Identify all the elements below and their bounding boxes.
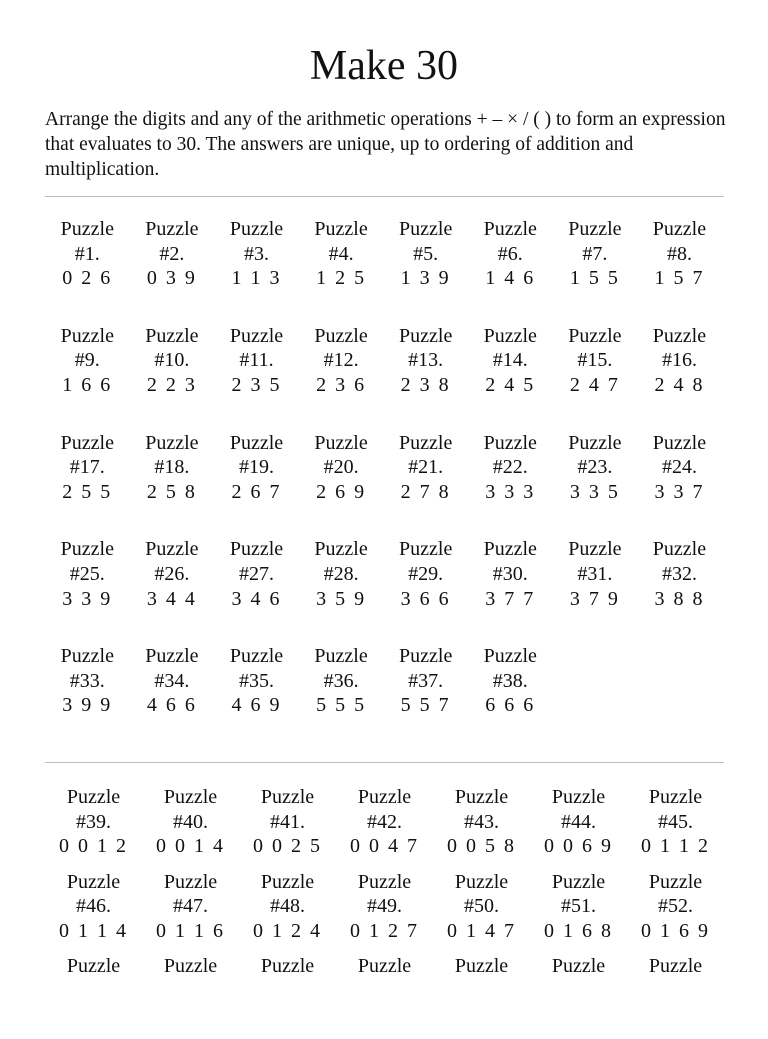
puzzle-digits: 0 2 6 [62, 267, 113, 290]
puzzle-digits: 1 3 9 [400, 267, 451, 290]
puzzle-label: Puzzle [551, 786, 606, 808]
puzzle-number: #40. [173, 810, 208, 833]
puzzle-number: #21. [408, 456, 444, 479]
puzzle-digits: 2 2 3 [146, 373, 197, 396]
puzzle-label: Puzzle [454, 870, 509, 893]
puzzle-digits: 2 5 8 [146, 480, 197, 503]
puzzle-item [336, 785, 433, 870]
puzzle-item [627, 870, 724, 955]
puzzle-number: #34. [154, 669, 190, 692]
puzzle-label: Puzzle [145, 538, 199, 561]
puzzle-label: Puzzle [454, 786, 509, 808]
puzzle-digits: 1 2 5 [316, 267, 367, 290]
puzzle-label: Puzzle [314, 324, 368, 347]
puzzle-digits: 1 5 5 [569, 267, 620, 290]
puzzle-label: Puzzle [648, 955, 703, 978]
page-title: Make 30 [309, 43, 459, 89]
puzzle-label: Puzzle [314, 645, 368, 668]
puzzle-label: Puzzle [145, 218, 199, 240]
puzzle-digits: 0 1 6 8 [544, 919, 613, 942]
puzzle-item [45, 785, 142, 870]
puzzle-number: #5. [413, 242, 439, 265]
puzzle-digits: 0 0 6 9 [544, 835, 613, 858]
puzzle-number: #12. [323, 349, 359, 372]
puzzle-label: Puzzle [229, 538, 284, 561]
puzzle-digits: 0 1 6 9 [641, 919, 710, 942]
puzzle-number: #11. [239, 349, 274, 372]
puzzle-item [433, 954, 530, 1039]
puzzle-digits: 5 5 7 [400, 694, 451, 717]
puzzle-number: #51. [561, 895, 596, 918]
puzzle-label: Puzzle [66, 786, 121, 808]
puzzle-digits: 0 1 1 6 [156, 919, 225, 942]
puzzle-digits: 3 4 4 [146, 587, 197, 610]
puzzle-digits: 3 3 5 [569, 480, 620, 503]
puzzle-number: #33. [69, 669, 105, 692]
section-divider-middle [45, 762, 724, 763]
puzzle-digits: 3 3 7 [654, 480, 705, 503]
puzzle-digits: 3 5 9 [316, 587, 367, 610]
puzzle-digits: 3 4 6 [231, 587, 282, 610]
puzzle-digits: 3 8 8 [654, 587, 705, 610]
puzzle-label: Puzzle [145, 324, 199, 347]
section-divider-top [45, 196, 724, 197]
puzzle-item [45, 324, 130, 431]
puzzle-item [239, 954, 336, 1039]
puzzle-item [530, 954, 627, 1039]
puzzle-item [637, 537, 722, 644]
puzzle-label: Puzzle [483, 218, 537, 240]
puzzle-label: Puzzle [60, 538, 114, 561]
puzzle-label: Puzzle [568, 324, 622, 347]
puzzle-item [239, 870, 336, 955]
puzzle-item [214, 644, 299, 751]
puzzle-digits: 0 0 1 2 [59, 835, 128, 858]
puzzle-number: #22. [492, 456, 528, 479]
puzzle-label: Puzzle [229, 218, 284, 240]
puzzle-number: #9. [74, 349, 100, 372]
puzzle-number: #28. [323, 562, 359, 585]
puzzle-item [336, 870, 433, 955]
puzzle-label: Puzzle [652, 431, 707, 454]
puzzle-item [530, 785, 627, 870]
puzzle-label: Puzzle [60, 324, 114, 347]
puzzle-number: #18. [154, 456, 190, 479]
puzzle-label: Puzzle [229, 645, 284, 668]
puzzle-label: Puzzle [568, 538, 622, 561]
puzzle-digits: 5 5 5 [316, 694, 367, 717]
puzzle-item [299, 217, 384, 324]
puzzle-label: Puzzle [399, 431, 453, 454]
puzzle-item [214, 324, 299, 431]
puzzle-item [299, 644, 384, 751]
puzzle-label: Puzzle [652, 324, 707, 347]
puzzle-item [553, 217, 638, 324]
puzzle-digits: 0 0 5 8 [447, 835, 516, 858]
puzzle-item [130, 644, 215, 751]
puzzle-item [130, 217, 215, 324]
puzzle-label: Puzzle [357, 955, 412, 978]
puzzle-item [468, 324, 553, 431]
puzzle-digits: 1 6 6 [62, 373, 113, 396]
puzzle-number: #47. [173, 895, 208, 918]
puzzle-label: Puzzle [357, 786, 412, 808]
puzzle-digits: 0 3 9 [146, 267, 197, 290]
puzzle-label: Puzzle [60, 218, 114, 240]
puzzle-item [637, 217, 722, 324]
puzzle-number: #10. [154, 349, 190, 372]
puzzle-number: #17. [69, 456, 105, 479]
puzzle-item [433, 785, 530, 870]
puzzle-number: #43. [464, 810, 499, 833]
puzzle-item [130, 431, 215, 538]
puzzle-digits: 0 0 2 5 [253, 835, 322, 858]
puzzle-number: #1. [74, 242, 100, 265]
puzzle-number: #49. [367, 895, 402, 918]
puzzle-label: Puzzle [314, 431, 368, 454]
puzzle-item [299, 537, 384, 644]
puzzle-number: #29. [408, 562, 444, 585]
puzzle-number: #24. [661, 456, 697, 479]
puzzle-label: Puzzle [229, 431, 284, 454]
puzzle-label: Puzzle [483, 324, 537, 347]
puzzle-digits: 0 1 2 7 [350, 919, 419, 942]
puzzle-digits: 3 3 3 [485, 480, 536, 503]
puzzle-item [637, 431, 722, 538]
puzzle-digits: 2 3 6 [316, 373, 367, 396]
puzzle-label: Puzzle [483, 538, 537, 561]
puzzle-item [336, 954, 433, 1039]
puzzle-number: #30. [492, 562, 528, 585]
puzzle-number: #39. [76, 810, 111, 833]
puzzle-digits: 2 6 7 [231, 480, 282, 503]
puzzle-digits: 0 0 1 4 [156, 835, 225, 858]
puzzle-digits: 2 3 8 [400, 373, 451, 396]
puzzle-digits: 1 5 7 [654, 267, 705, 290]
puzzle-item [142, 870, 239, 955]
puzzle-label: Puzzle [568, 218, 622, 240]
puzzle-item [383, 217, 468, 324]
puzzle-item [383, 537, 468, 644]
puzzle-item [45, 644, 130, 751]
puzzle-item [130, 324, 215, 431]
puzzle-number: #26. [154, 562, 190, 585]
puzzle-digits: 3 6 6 [400, 587, 451, 610]
puzzle-label: Puzzle [568, 431, 622, 454]
puzzle-number: #27. [238, 562, 274, 585]
puzzle-digits: 0 1 2 4 [253, 919, 322, 942]
puzzle-digits: 0 1 1 2 [641, 835, 710, 858]
puzzle-number: #2. [159, 242, 185, 265]
puzzle-number: #20. [323, 456, 359, 479]
puzzle-label: Puzzle [260, 955, 315, 978]
puzzle-label: Puzzle [229, 324, 284, 347]
puzzle-label: Puzzle [399, 324, 453, 347]
puzzle-number: #48. [270, 895, 305, 918]
puzzle-digits: 2 3 5 [231, 373, 282, 396]
puzzle-digits: 2 4 8 [654, 373, 705, 396]
puzzle-digits: 2 5 5 [62, 480, 113, 503]
puzzle-digits: 1 4 6 [485, 267, 536, 290]
puzzle-digits: 0 1 1 4 [59, 919, 128, 942]
puzzle-item [383, 431, 468, 538]
puzzle-digits: 2 4 7 [569, 373, 620, 396]
puzzle-digits: 4 6 9 [231, 694, 282, 717]
puzzle-label: Puzzle [314, 538, 368, 561]
puzzle-label: Puzzle [399, 645, 453, 668]
puzzle-label: Puzzle [66, 870, 121, 893]
puzzle-label: Puzzle [648, 786, 703, 808]
puzzle-item [627, 785, 724, 870]
puzzle-item [637, 324, 722, 431]
puzzle-item [468, 537, 553, 644]
puzzle-label: Puzzle [648, 870, 703, 893]
puzzle-item [45, 954, 142, 1039]
puzzle-label: Puzzle [357, 870, 412, 893]
puzzle-label: Puzzle [66, 955, 121, 978]
puzzle-label: Puzzle [60, 645, 114, 668]
puzzle-label: Puzzle [454, 955, 509, 978]
puzzle-item [214, 537, 299, 644]
puzzle-number: #50. [464, 895, 499, 918]
puzzle-item [468, 217, 553, 324]
puzzle-label: Puzzle [163, 870, 218, 893]
puzzle-item [627, 954, 724, 1039]
puzzle-item [553, 431, 638, 538]
puzzle-item [383, 644, 468, 751]
puzzle-digits: 0 0 4 7 [350, 835, 419, 858]
puzzle-grid-four-digit [45, 785, 724, 1039]
puzzle-label: Puzzle [145, 431, 199, 454]
puzzle-item [214, 431, 299, 538]
puzzle-number: #8. [666, 242, 692, 265]
puzzle-number: #25. [69, 562, 105, 585]
instructions-text: Arrange the digits and any of the arithmetic operations + – × / ( ) to form an expression that evaluates to 30. The answers are unique, up to ordering of addition and multiplication. [45, 109, 726, 180]
puzzle-number: #6. [497, 242, 523, 265]
puzzle-number: #52. [658, 895, 693, 918]
puzzle-number: #46. [76, 895, 111, 918]
puzzle-number: #31. [577, 562, 613, 585]
puzzle-item [530, 870, 627, 955]
puzzle-label: Puzzle [163, 955, 218, 978]
puzzle-label: Puzzle [399, 218, 453, 240]
puzzle-number: #13. [408, 349, 444, 372]
puzzle-label: Puzzle [551, 955, 606, 978]
puzzle-digits: 3 7 9 [569, 587, 620, 610]
puzzle-item [553, 537, 638, 644]
puzzle-item [214, 217, 299, 324]
puzzle-digits: 3 7 7 [485, 587, 536, 610]
puzzle-number: #3. [243, 242, 269, 265]
puzzle-label: Puzzle [260, 786, 315, 808]
puzzle-item [45, 537, 130, 644]
puzzle-digits: 4 6 6 [146, 694, 197, 717]
puzzle-label: Puzzle [551, 870, 606, 893]
puzzle-number: #42. [367, 810, 402, 833]
puzzle-label: Puzzle [652, 218, 707, 240]
puzzle-number: #14. [492, 349, 528, 372]
puzzle-label: Puzzle [399, 538, 453, 561]
puzzle-grid-three-digit [45, 217, 724, 751]
puzzle-number: #7. [582, 242, 608, 265]
puzzle-item [142, 954, 239, 1039]
puzzle-item [468, 644, 553, 751]
puzzle-digits: 3 9 9 [62, 694, 113, 717]
puzzle-number: #35. [238, 669, 274, 692]
puzzle-number: #45. [658, 810, 693, 833]
puzzle-number: #44. [561, 810, 596, 833]
puzzle-number: #15. [577, 349, 613, 372]
puzzle-digits: 2 7 8 [400, 480, 451, 503]
puzzle-number: #23. [577, 456, 613, 479]
puzzle-item [45, 431, 130, 538]
puzzle-item [383, 324, 468, 431]
puzzle-item [130, 537, 215, 644]
puzzle-digits: 3 3 9 [62, 587, 113, 610]
puzzle-item [45, 870, 142, 955]
puzzle-item [239, 785, 336, 870]
puzzle-number: #38. [492, 669, 528, 692]
puzzle-item [433, 870, 530, 955]
puzzle-digits: 0 1 4 7 [447, 919, 516, 942]
puzzle-number: #19. [238, 456, 274, 479]
puzzle-label: Puzzle [260, 870, 315, 893]
puzzle-number: #36. [323, 669, 359, 692]
puzzle-item [299, 324, 384, 431]
puzzle-label: Puzzle [145, 645, 199, 668]
puzzle-item [142, 785, 239, 870]
puzzle-digits: 2 6 9 [316, 480, 367, 503]
puzzle-digits: 1 1 3 [231, 267, 282, 290]
puzzle-label: Puzzle [652, 538, 707, 561]
puzzle-label: Puzzle [483, 645, 537, 668]
puzzle-digits: 6 6 6 [485, 694, 536, 717]
puzzle-item [553, 324, 638, 431]
puzzle-label: Puzzle [163, 786, 218, 808]
puzzle-number: #37. [408, 669, 444, 692]
puzzle-number: #16. [661, 349, 697, 372]
puzzle-digits: 2 4 5 [485, 373, 536, 396]
puzzle-item [45, 217, 130, 324]
puzzle-item [468, 431, 553, 538]
puzzle-item [299, 431, 384, 538]
puzzle-label: Puzzle [314, 218, 368, 240]
puzzle-number: #41. [270, 810, 305, 833]
puzzle-label: Puzzle [483, 431, 537, 454]
puzzle-label: Puzzle [60, 431, 114, 454]
puzzle-number: #32. [661, 562, 697, 585]
puzzle-number: #4. [328, 242, 354, 265]
